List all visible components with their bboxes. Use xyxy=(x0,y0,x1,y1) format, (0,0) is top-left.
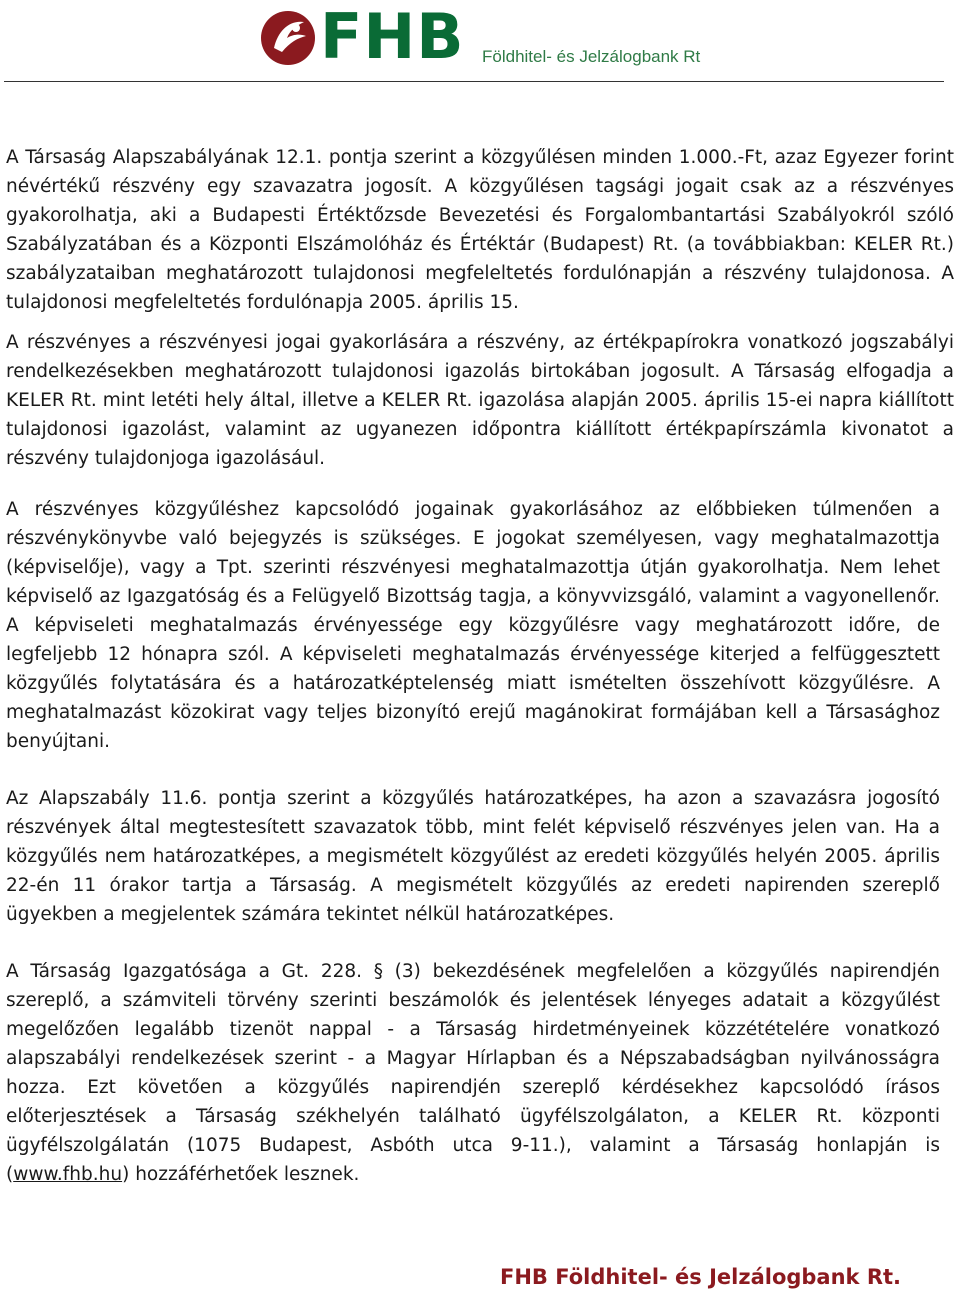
paragraph-quorum: Az Alapszabály 11.6. pontja szerint a közgyűlés határozatképes, ha azon a szavazásra jogosító részvények által megtestesített szavazatok több, mint felét képviselő részvényes jelen van. Ha a közgyűlés nem határozatképes, a megismételt közgyűlést az eredeti közgyűlés helyén 2005. április 22-én 11 órakor tartja a Társaság. A megismételt közgyűlés az eredeti napirenden szereplő ügyekben a megjelentek számára tekintet nélkül határozatképes. xyxy=(6,788,940,925)
website-link[interactable]: www.fhb.hu xyxy=(13,1164,123,1185)
footer-company-name: FHB Földhitel- és Jelzálogbank Rt. xyxy=(500,1265,902,1289)
logo-wordmark: FHB xyxy=(320,0,465,73)
page-header xyxy=(0,0,960,84)
publication-text-end: ) hozzáférhetőek lesznek. xyxy=(122,1164,360,1185)
document-body xyxy=(6,143,954,1189)
header-divider xyxy=(4,81,944,82)
paragraph-publication xyxy=(6,957,940,1189)
paragraph-ownership-certificate: A részvényes a részvényesi jogai gyakorlására a részvény, az értékpapírokra vonatkozó jogszabályi rendelkezésekben meghatározott tulajdonosi igazolás birtokában jogosult. A Társaság elfogadja a KELER Rt. mint letéti hely által, illetve a KELER Rt. igazolása alapján 2005. április 15-ei napra kiállított tulajdonosi igazolást, valamint az ugyanezen időpontra kiállított értékpapírszámla kivonatot a részvény tulajdonjoga igazolásául. xyxy=(6,332,954,469)
logo-subtitle: Földhitel- és Jelzálogbank Rt xyxy=(482,47,701,66)
paragraph-proxy-representation: A részvényes közgyűléshez kapcsolódó jogainak gyakorlásához az előbbieken túlmenően a részvénykönyvbe való bejegyzés is szükséges. E jogokat személyesen, vagy meghatalmazottja (képviselője), vagy a Tpt. szerinti részvényesi meghatalmazottja útján gyakorolhatja. Nem lehet képviselő az Igazgatóság és a Felügyelő Bizottság tagja, a könyvvizsgáló, valamint a vagyonellenőr. A képviseleti meghatalmazás érvényessége egy közgyűlésre vagy meghatározott időre, de legfeljebb 12 hónapra szól. A képviseleti meghatalmazás érvényessége kiterjed a felfüggesztett közgyűlés folytatására és a határozatképtelenség miatt ismételten összehívott közgyűlésre. A meghatalmazást közokirat vagy teljes bizonyító erejű magánokirat formájában kell a Társasághoz benyújtani. xyxy=(6,499,940,752)
paragraph-voting-rights: A Társaság Alapszabályának 12.1. pontja szerint a közgyűlésen minden 1.000.-Ft, azaz Egyezer forint névértékű részvény egy szavazatra jogosít. A közgyűlésen tagsági jogait csak az a részvényes gyakorolhatja, aki a Budapesti Értéktőzsde Bevezetési és Forgalombantartási Szabályokról szóló Szabályzatában és a Központi Elszámolóház és Értéktár (Budapest) Rt. (a továbbiakban: KELER Rt.) szabályzataiban meghatározott tulajdonosi megfeleltetés fordulónapján a részvény tulajdonosa. A tulajdonosi megfeleltetés fordulónapja 2005. április 15. xyxy=(6,147,954,313)
publication-text: A Társaság Igazgatósága a Gt. 228. § (3) bekezdésének megfelelően a közgyűlés napirendjén szereplő, a számviteli törvény szerinti beszámolók és jelentések lényeges adatait a közgyűlést megelőzően legalább tizenöt nappal - a Társaság hirdetményeinek közzétételére vonatkozó alapszabályi rendelkezések szerint - a Magyar Hírlapban és a Népszabadságban nyilvánosságra hozza. Ezt követően a közgyűlés napirendjén szereplő kérdésekhez kapcsolódó írásos előterjesztések a Társaság székhelyén található ügyfélszolgálaton, a KELER Rt. központi ügyfélszolgálatán (1075 Budapest, Asbóth utca 9-11.), valamint a Társaság honlapján is ( xyxy=(6,961,940,1185)
fhb-emblem-icon xyxy=(260,8,316,66)
